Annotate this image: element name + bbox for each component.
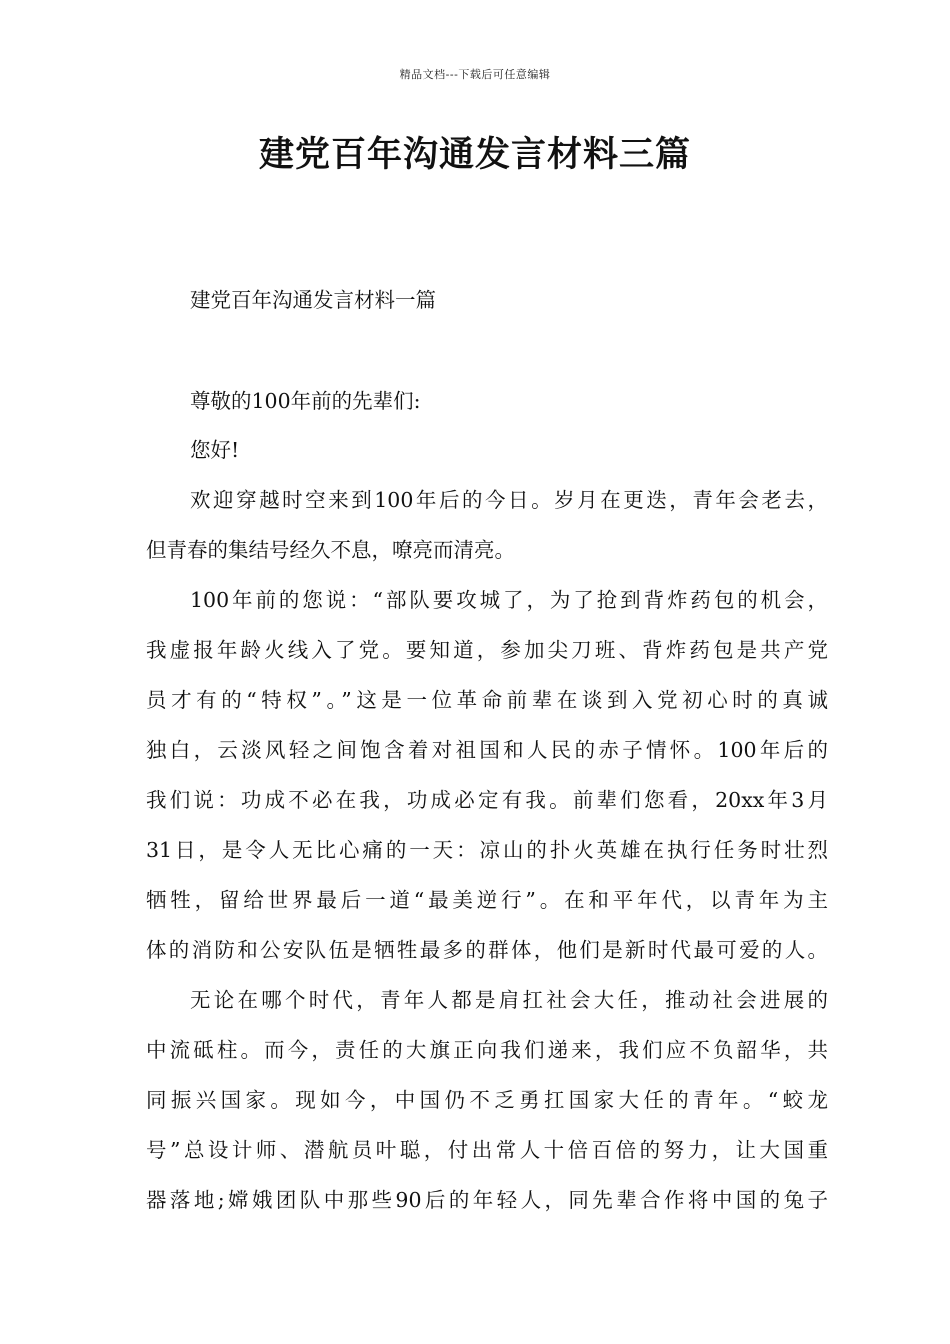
paragraph-3-line-1: 无论在哪个时代，青年人都是肩扛社会大任，推动社会进展的 [190, 988, 828, 1012]
paragraph-3-line-2: 中流砥柱。而今，责任的大旗正向我们递来，我们应不负韶华，共 [146, 1038, 828, 1062]
paragraph-2-line-2: 我虚报年龄火线入了党。要知道，参加尖刀班、背炸药包是共产党 [146, 638, 828, 662]
document-title: 建党百年沟通发言材料三篇 [258, 134, 691, 175]
salutation-line: 尊敬的100年前的先辈们: [190, 389, 421, 413]
paragraph-1-line-1: 欢迎穿越时空来到100年后的今日。岁月在更迭，青年会老去， [190, 488, 828, 512]
paragraph-2-line-4: 独白，云淡风轻之间饱含着对祖国和人民的赤子情怀。100年后的 [146, 738, 828, 762]
paragraph-2-line-5: 我们说：功成不必在我，功成必定有我。前辈们您看，20xx年3月 [146, 788, 828, 812]
header-note: 精品文档---下载后可任意编辑 [399, 68, 551, 81]
paragraph-3-line-4: 号”总设计师、潜航员叶聪，付出常人十倍百倍的努力，让大国重 [146, 1138, 828, 1162]
paragraph-2-line-1: 100年前的您说：“部队要攻城了，为了抢到背炸药包的机会， [190, 588, 828, 612]
paragraph-3-line-5: 器落地;嫦娥团队中那些90后的年轻人，同先辈合作将中国的兔子 [146, 1188, 828, 1212]
greeting-line: 您好! [190, 438, 240, 462]
paragraph-3-line-3: 同振兴国家。现如今，中国仍不乏勇扛国家大任的青年。“蛟龙 [146, 1088, 828, 1112]
paragraph-2-line-3: 员才有的“特权”。”这是一位革命前辈在谈到入党初心时的真诚 [146, 688, 828, 712]
paragraph-2-line-6: 31日，是令人无比心痛的一天：凉山的扑火英雄在执行任务时壮烈 [146, 838, 828, 862]
paragraph-2-line-8: 体的消防和公安队伍是牺牲最多的群体，他们是新时代最可爱的人。 [146, 938, 828, 962]
section-heading: 建党百年沟通发言材料一篇 [190, 288, 436, 312]
paragraph-2-line-7: 牺牲，留给世界最后一道“最美逆行”。在和平年代，以青年为主 [146, 888, 828, 912]
paragraph-1-line-2: 但青春的集结号经久不息，嘹亮而清亮。 [146, 538, 515, 562]
